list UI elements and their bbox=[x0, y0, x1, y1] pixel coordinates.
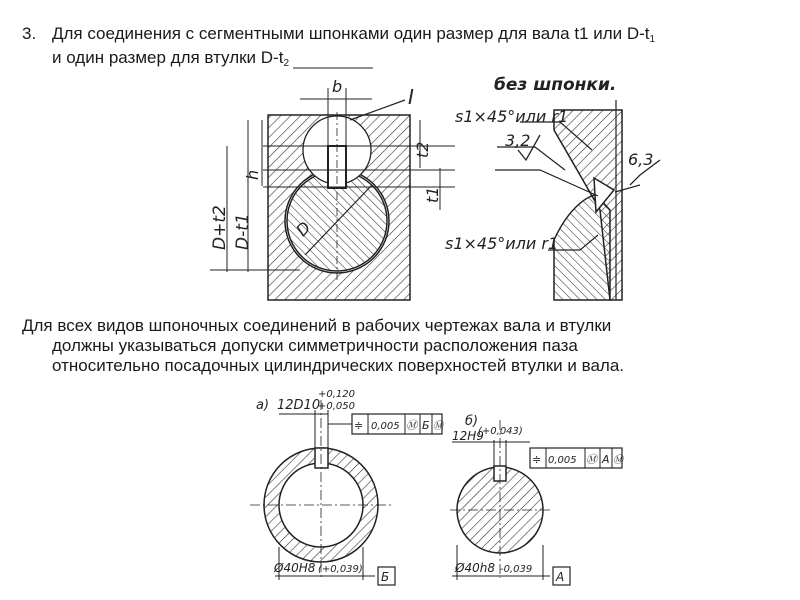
line-text: и один размер для втулки D-t bbox=[52, 48, 284, 67]
diam-b: Ø40h8 bbox=[455, 561, 495, 575]
label-D-minus-t1: D-t1 bbox=[233, 213, 253, 250]
label-h: h bbox=[243, 169, 262, 180]
frame-a-modifier-2: Ⓜ bbox=[433, 421, 443, 432]
datum-b: А bbox=[556, 570, 565, 584]
frame-b-datum: А bbox=[602, 453, 610, 466]
segment-key-section-drawing bbox=[210, 88, 455, 300]
subscript: 1 bbox=[649, 34, 656, 45]
dim-a: 12D10 bbox=[277, 398, 321, 413]
label-t1: t1 bbox=[423, 186, 442, 203]
line-text: Для соединения с сегментными шпонками один размер для вала t1 или D-t bbox=[52, 24, 650, 43]
frame-a-datum: Б bbox=[422, 419, 430, 432]
diam-a: Ø40H8 bbox=[274, 561, 316, 575]
label-chamfer-top: s1×45°или r1 bbox=[455, 107, 569, 126]
roughness-value-1: 3,2 bbox=[505, 131, 531, 150]
label-b: b bbox=[332, 77, 343, 96]
frame-b-value: 0,005 bbox=[548, 455, 577, 466]
datum-a: Б bbox=[381, 570, 390, 584]
label-a: а) bbox=[256, 398, 270, 413]
label-b-variant: б) bbox=[465, 414, 479, 429]
tol-a-upper: +0,120 bbox=[318, 389, 356, 400]
roughness-value-2: 6,3 bbox=[628, 150, 654, 169]
label-D: D bbox=[292, 217, 315, 240]
label-no-key: без шпонки. bbox=[494, 75, 617, 95]
hub-keyway bbox=[315, 448, 328, 468]
frame-b-modifier-2: Ⓜ bbox=[613, 455, 623, 466]
label-t2: t2 bbox=[413, 141, 432, 158]
paragraph-line: относительно посадочных цилиндрических поверхностей втулки и вала. bbox=[52, 356, 624, 375]
label-chamfer-bottom: s1×45°или r1 bbox=[445, 234, 559, 253]
paragraph-line: должны указываться допуски симметричности расположения паза bbox=[52, 336, 578, 355]
frame-a-modifier: Ⓜ bbox=[406, 419, 417, 432]
dim-b: 12H9 bbox=[452, 429, 484, 443]
shaft-detail bbox=[554, 195, 610, 300]
label-D-plus-t2: D+t2 bbox=[210, 205, 230, 250]
frame-b-modifier: Ⓜ bbox=[586, 453, 597, 466]
label-I: I bbox=[408, 85, 414, 109]
paragraph-line: Для всех видов шпоночных соединений в рабочих чертежах вала и втулки bbox=[22, 316, 612, 335]
subscript: 2 bbox=[283, 58, 289, 69]
detail-I-drawing bbox=[495, 100, 660, 300]
tol-b: (+0,043) bbox=[478, 426, 523, 437]
diam-a-tol: (+0,039) bbox=[318, 564, 363, 575]
frame-b-symbol: ≑ bbox=[532, 453, 542, 466]
diam-b-tol: -0,039 bbox=[500, 564, 533, 575]
frame-a-value: 0,005 bbox=[371, 421, 400, 432]
tol-a-lower: +0,050 bbox=[318, 401, 356, 412]
item-number: 3. bbox=[22, 24, 37, 43]
frame-a-symbol: ≑ bbox=[354, 419, 364, 432]
